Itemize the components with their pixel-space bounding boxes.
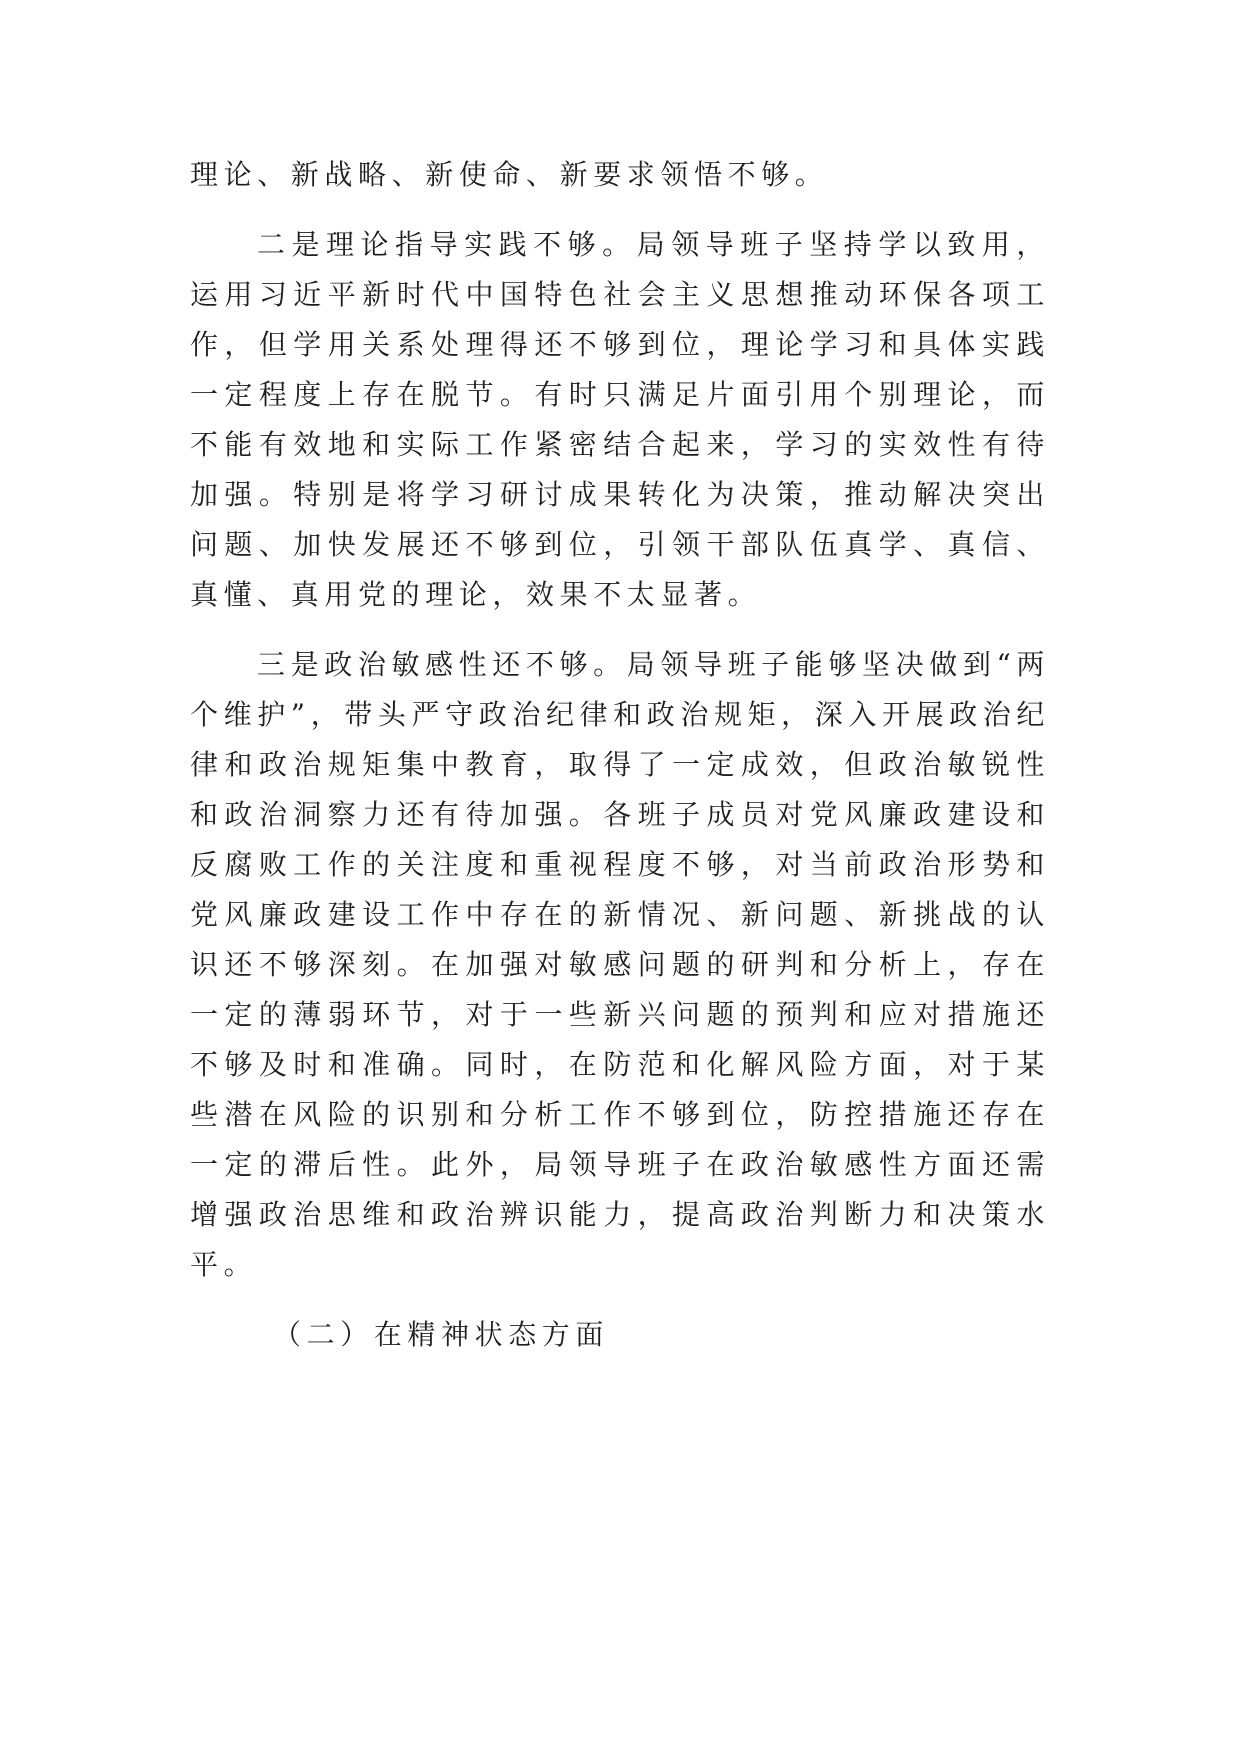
paragraph-continuation: 理论、新战略、新使命、新要求领悟不够。 [190,158,829,191]
paragraph-political-sensitivity: 三是政治敏感性还不够。局领导班子能够坚决做到“两个维护”，带头严守政治纪律和政治规矩，深入开展政治纪律和政治规矩集中教育，取得了一定成效，但政治敏锐性和政治洞察力还有待加强。各班子成员对党风廉政建设和反腐败工作的关注度和重视程度不够，对当前政治形势和党风廉政建设工作中存在的新情况、新问题、新挑战的认识还不够深刻。在加强对敏感问题的研判和分析上，存在一定的薄弱环节，对于一些新兴问题的预判和应对措施还不够及时和准确。同时，在防范和化解风险方面，对于某些潜在风险的识别和分析工作不够到位，防控措施还存在一定的滞后性。此外，局领导班子在政治敏感性方面还需增强政治思维和政治辨识能力，提高政治判断力和决策水平。 [190,648,1050,1281]
section-heading-spirit: （二）在精神状态方面 [273,1318,610,1351]
paragraph-theory-guidance: 二是理论指导实践不够。局领导班子坚持学以致用，运用习近平新时代中国特色社会主义思想推动环保各项工作，但学用关系处理得还不够到位，理论学习和具体实践一定程度上存在脱节。有时只满足片面引用个别理论，而不能有效地和实际工作紧密结合起来，学习的实效性有待加强。特别是将学习研讨成果转化为决策，推动解决突出问题、加快发展还不够到位，引领干部队伍真学、真信、真懂、真用党的理论，效果不太显著。 [190,228,1050,611]
document-body [190,150,1050,1360]
